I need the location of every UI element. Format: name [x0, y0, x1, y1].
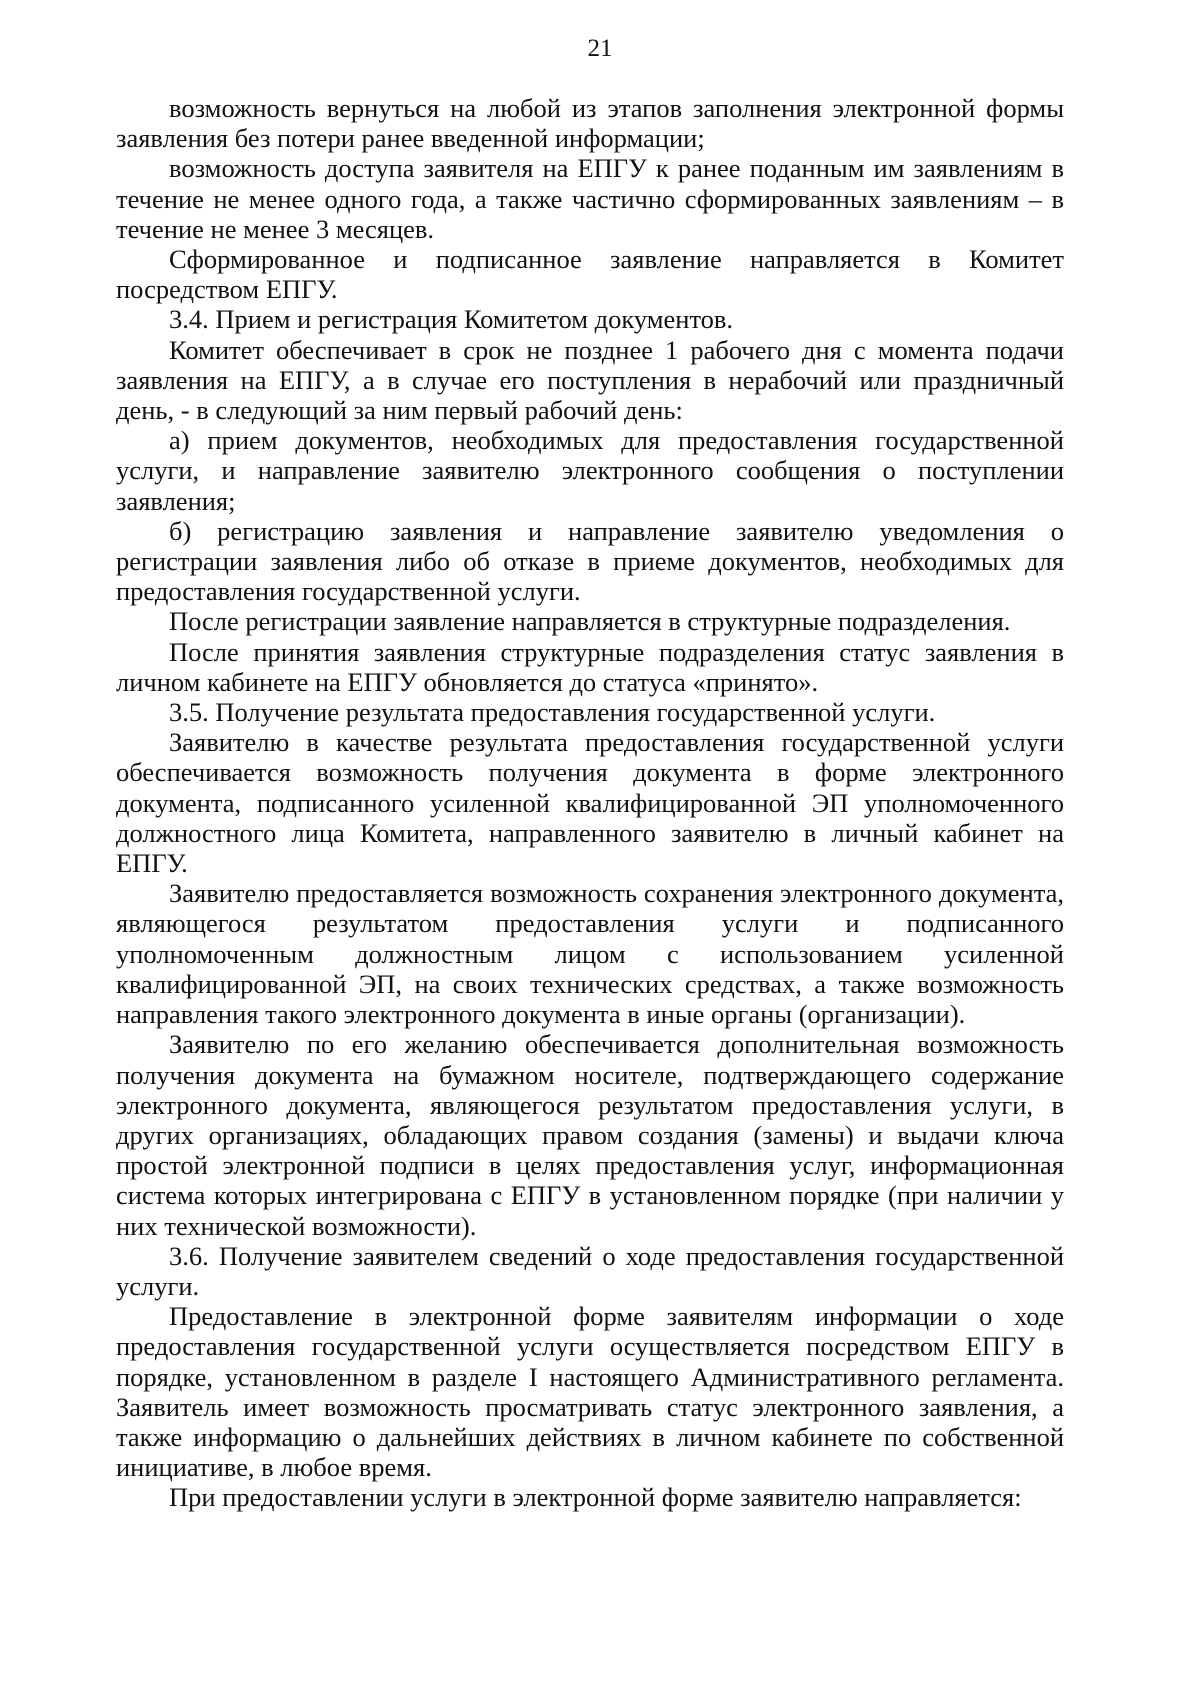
section-heading: 3.6. Получение заявителем сведений о ходе предоставления государственной услуги.	[116, 1240, 1064, 1301]
paragraph: После регистрации заявление направляется в структурные подразделения.	[169, 606, 1011, 637]
list-item: б) регистрацию заявления и направление заявителю уведомления о регистрации заявления либо об отказе в приеме документов, необходимых для предоставления государственной услуги.	[116, 515, 1064, 607]
paragraph: Комитет обеспечивает в срок не позднее 1 рабочего дня с момента подачи заявления на ЕПГУ, а в случае его поступления в нерабочий или праздничный день, - в следующий за ним первый рабочий день:	[116, 334, 1064, 426]
list-item: а) прием документов, необходимых для предоставления государственной услуги, и направление заявителю электронного сообщения о поступлении заявления;	[116, 425, 1064, 516]
paragraph: Заявителю в качестве результата предоставления государственной услуги обеспечивается возможность получения документа в форме электронного документа, подписанного усиленной квалифицированной ЭП уполномоченного должностного лица Комитета, направленного заявителю в личный кабинет на ЕПГУ.	[116, 727, 1064, 879]
paragraph: Сформированное и подписанное заявление направляется в Комитет посредством ЕПГУ.	[116, 244, 1064, 305]
paragraph: возможность вернуться на любой из этапов заполнения электронной формы заявления без потери ранее введенной информации;	[116, 93, 1064, 154]
section-heading: 3.4. Прием и регистрация Комитетом документов.	[169, 304, 734, 335]
paragraph: Предоставление в электронной форме заявителям информации о ходе предоставления государственной услуги осуществляется посредством ЕПГУ в порядке, установленном в разделе I настоящего Административного регламента. Заявитель имеет возможность просматривать статус электронного заявления, а также информацию о дальнейших действиях в личном кабинете по собственной инициативе, в любое время.	[116, 1301, 1064, 1483]
page-number: 21	[587, 35, 613, 62]
paragraph: возможность доступа заявителя на ЕПГУ к ранее поданным им заявлениям в течение не менее одного года, а также частично сформированных заявлениям – в течение не менее 3 месяцев.	[116, 153, 1064, 244]
paragraph: После принятия заявления структурные подразделения статус заявления в личном кабинете на ЕПГУ обновляется до статуса «принято».	[116, 636, 1064, 697]
section-heading: 3.5. Получение результата предоставления государственной услуги.	[169, 697, 936, 728]
document-body	[116, 93, 1064, 1513]
paragraph: При предоставлении услуги в электронной форме заявителю направляется:	[169, 1482, 1022, 1513]
paragraph: Заявителю по его желанию обеспечивается дополнительная возможность получения документа на бумажном носителе, подтверждающего содержание электронного документа, являющегося результатом предоставления услуги, в других организациях, обладающих правом создания (замены) и выдачи ключа простой электронной подписи в целях предоставления услуг, информационная система которых интегрирована с ЕПГУ в установленном порядке (при наличии у них технической возможности).	[116, 1029, 1064, 1241]
paragraph: Заявителю предоставляется возможность сохранения электронного документа, являющегося результатом предоставления услуги и подписанного уполномоченным должностным лицом с использованием усиленной квалифицированной ЭП, на своих технических средствах, а также возможность направления такого электронного документа в иные органы (организации).	[116, 878, 1064, 1030]
